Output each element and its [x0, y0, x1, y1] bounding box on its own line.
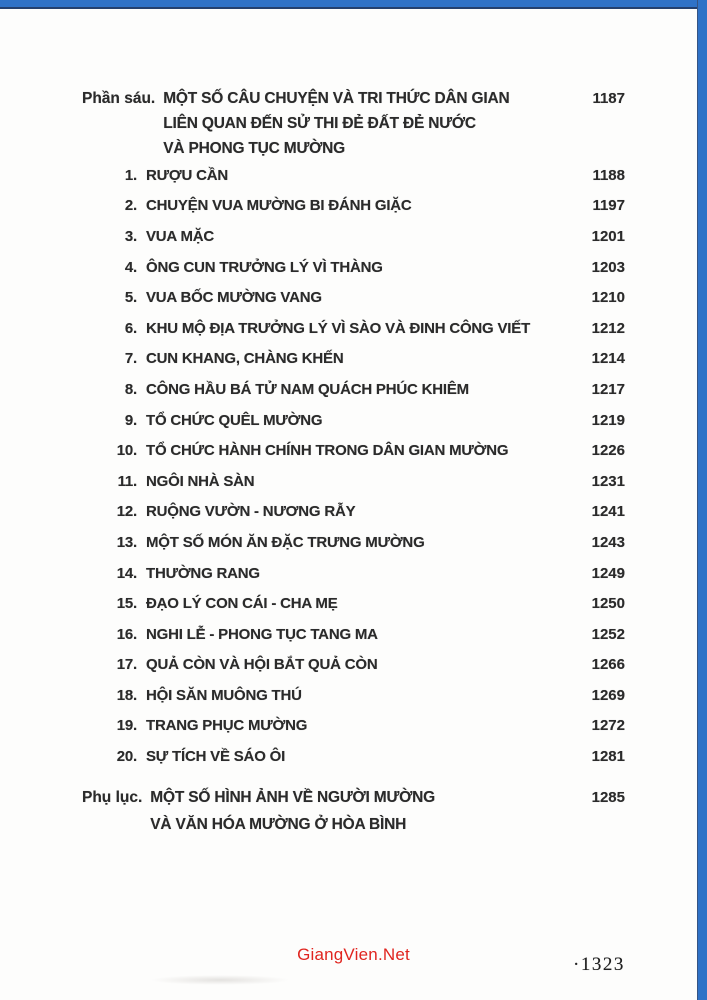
toc-item-title: QUẢ CÒN VÀ HỘI BẮT QUẢ CÒN — [146, 656, 378, 674]
toc-item-page-number: 1272 — [591, 717, 625, 735]
appendix-page-number: 1285 — [591, 789, 625, 806]
toc-item-number: 3. — [124, 227, 137, 245]
toc-item-number: 19. — [116, 717, 137, 735]
toc-item-number: 5. — [124, 289, 137, 307]
toc-item-row — [82, 374, 625, 405]
toc-item-title: TỔ CHỨC HÀNH CHÍNH TRONG DÂN GIAN MƯỜNG — [146, 442, 509, 460]
toc-item-page-number: 1219 — [591, 411, 625, 429]
toc-item-page-number: 1281 — [591, 748, 625, 766]
section-title-line-3: VÀ PHONG TỤC MƯỜNG — [163, 140, 346, 157]
toc-item-row — [82, 466, 625, 497]
toc-item-page-number: 1250 — [591, 595, 625, 613]
toc-item-row — [82, 252, 625, 283]
toc-item-title: RƯỢU CẦN — [146, 166, 228, 184]
toc-item-title: SỰ TÍCH VỀ SÁO ÔI — [146, 748, 286, 766]
toc-item-row — [82, 313, 625, 344]
toc-item-row — [82, 711, 625, 742]
toc-item-row — [82, 527, 625, 558]
toc-item-row — [82, 741, 625, 772]
toc-item-page-number: 1197 — [592, 197, 625, 215]
toc-item-title: VUA MẶC — [146, 227, 215, 245]
toc-item-title: CHUYỆN VUA MƯỜNG BI ĐÁNH GIẶC — [146, 197, 412, 215]
toc-item-row — [82, 588, 625, 619]
toc-item-page-number: 1269 — [591, 686, 625, 704]
toc-item-title: NGÔI NHÀ SÀN — [146, 472, 255, 490]
toc-item-number: 12. — [116, 503, 137, 521]
section-title-line-2: LIÊN QUAN ĐẾN SỬ THI ĐẺ ĐẤT ĐẺ NƯỚC — [163, 115, 476, 132]
folio-page-number: ·1323 — [573, 954, 625, 975]
toc-item-row — [82, 405, 625, 436]
section-label: Phần sáu. — [82, 90, 156, 107]
toc-item-page-number: 1249 — [591, 564, 625, 582]
toc-item-title: TRANG PHỤC MƯỜNG — [146, 717, 308, 735]
toc-item-number: 13. — [116, 533, 137, 551]
toc-item-number: 8. — [124, 380, 137, 398]
section-header — [82, 86, 625, 161]
scan-right-border — [697, 0, 707, 1000]
toc-item-number: 1. — [124, 166, 137, 184]
toc-item-title: ÔNG CUN TRƯỞNG LÝ VÌ THÀNG — [146, 258, 383, 276]
toc-item-title: MỘT SỐ MÓN ĂN ĐẶC TRƯNG MƯỜNG — [146, 533, 425, 551]
section-title-line-1: MỘT SỐ CÂU CHUYỆN VÀ TRI THỨC DÂN GIAN — [163, 90, 510, 107]
toc-item-row — [82, 191, 625, 222]
toc-item-row — [82, 435, 625, 466]
toc-item-row — [82, 680, 625, 711]
toc-item-title: CÔNG HẦU BÁ TỬ NAM QUÁCH PHÚC KHIÊM — [146, 380, 469, 398]
toc-item-page-number: 1226 — [591, 442, 625, 460]
toc-item-number: 17. — [116, 656, 137, 674]
scan-smudge — [150, 975, 290, 985]
toc-item-page-number: 1214 — [591, 350, 625, 368]
toc-item-number: 14. — [116, 564, 137, 582]
toc-item-page-number: 1241 — [591, 503, 625, 521]
toc-item-title: VUA BỐC MƯỜNG VANG — [146, 289, 322, 307]
toc-item-page-number: 1217 — [591, 380, 625, 398]
toc-item-number: 20. — [116, 748, 137, 766]
appendix-title-line-2: VÀ VĂN HÓA MƯỜNG Ở HÒA BÌNH — [150, 816, 407, 833]
toc-item-page-number: 1266 — [591, 656, 625, 674]
toc-item-row — [82, 497, 625, 528]
toc-item-row — [82, 344, 625, 375]
toc-item-title: NGHI LỄ - PHONG TỤC TANG MA — [146, 625, 378, 643]
toc-item-number: 6. — [124, 319, 137, 337]
toc-item-title: HỘI SĂN MUÔNG THÚ — [146, 686, 302, 704]
toc-list — [82, 160, 625, 772]
toc-item-page-number: 1203 — [591, 258, 625, 276]
toc-item-page-number: 1201 — [591, 227, 625, 245]
toc-item-number: 7. — [124, 350, 137, 368]
toc-item-number: 11. — [117, 472, 137, 490]
toc-item-page-number: 1212 — [591, 319, 625, 337]
appendix-header — [82, 784, 625, 838]
toc-item-page-number: 1210 — [591, 289, 625, 307]
toc-item-page-number: 1252 — [591, 625, 625, 643]
toc-item-title: CUN KHANG, CHÀNG KHẾN — [146, 350, 344, 368]
watermark-text: GiangVien.Net — [297, 945, 410, 964]
toc-item-title: RUỘNG VƯỜN - NƯƠNG RẪY — [146, 503, 356, 521]
toc-item-number: 4. — [124, 258, 137, 276]
toc-item-number: 15. — [116, 595, 137, 613]
toc-item-number: 10. — [116, 442, 137, 460]
toc-item-title: ĐẠO LÝ CON CÁI - CHA MẸ — [146, 595, 338, 613]
toc-item-title: THƯỜNG RANG — [146, 564, 260, 582]
toc-item-page-number: 1188 — [592, 166, 625, 184]
toc-item-number: 2. — [124, 197, 137, 215]
toc-item-row — [82, 160, 625, 191]
toc-item-number: 18. — [116, 686, 137, 704]
appendix-title-line-1: MỘT SỐ HÌNH ẢNH VỀ NGƯỜI MƯỜNG — [150, 789, 435, 806]
scan-top-border — [0, 0, 707, 9]
toc-item-row — [82, 282, 625, 313]
toc-item-page-number: 1231 — [591, 472, 625, 490]
section-page-number: 1187 — [592, 90, 625, 107]
toc-item-row — [82, 558, 625, 589]
toc-item-number: 9. — [124, 411, 137, 429]
appendix-label: Phụ lục. — [82, 789, 143, 806]
toc-item-row — [82, 619, 625, 650]
toc-item-row — [82, 221, 625, 252]
toc-item-number: 16. — [116, 625, 137, 643]
toc-item-page-number: 1243 — [591, 533, 625, 551]
toc-item-title: KHU MỘ ĐỊA TRƯỞNG LÝ VÌ SÀO VÀ ĐINH CÔNG VIẾT — [146, 319, 531, 337]
toc-item-row — [82, 650, 625, 681]
toc-item-title: TỔ CHỨC QUÊL MƯỜNG — [146, 411, 323, 429]
